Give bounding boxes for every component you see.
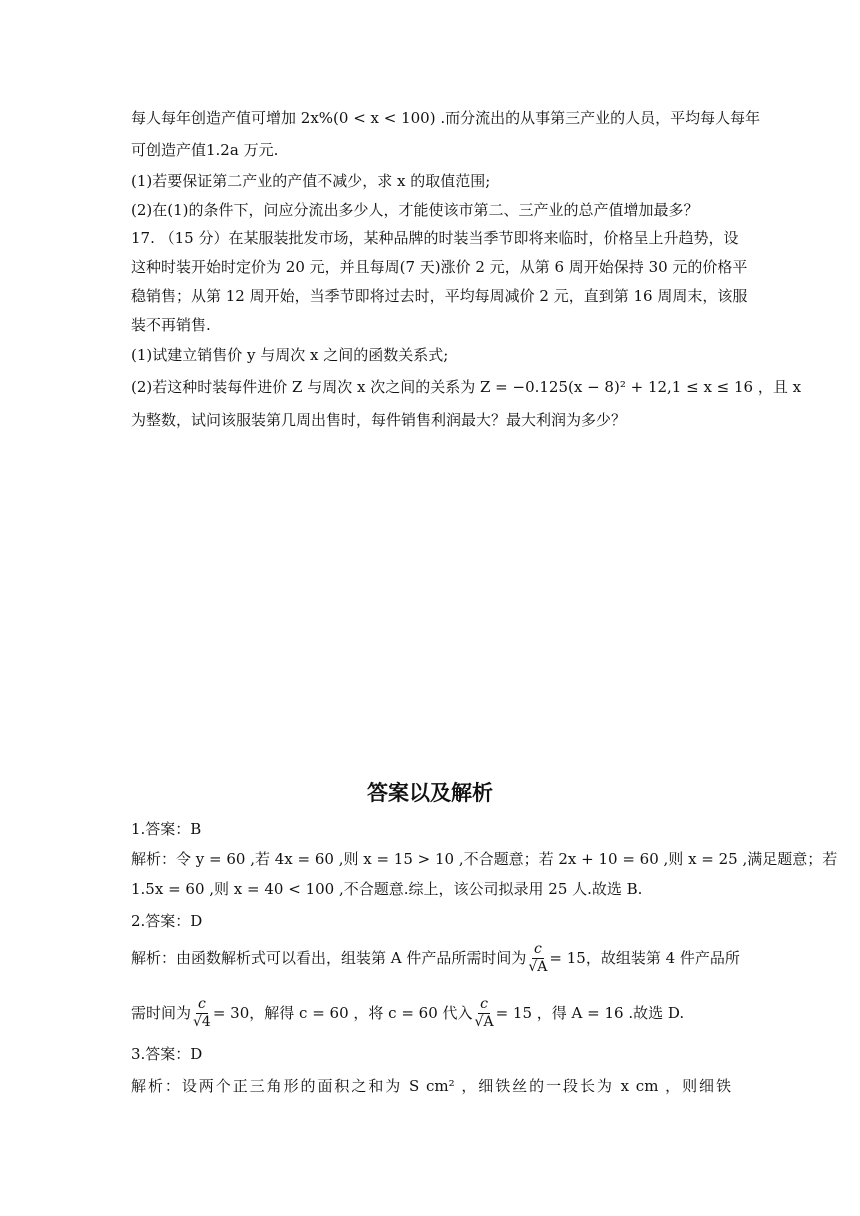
text-line: 稳销售；从第 12 周开始，当季节即将过去时，平均每周减价 2 元，直到第 16 周周末，该服 [131, 287, 748, 305]
text-line: (2)在(1)的条件下，问应分流出多少人，才能使该市第二、三产业的总产值增加最多？ [131, 201, 699, 219]
fraction-denominator: √4 [193, 1013, 211, 1030]
problem-17-heading: 17. （15 分）在某服装批发市场，某种品牌的时装当季节即将来临时，价格呈上升趋势，设 [131, 229, 739, 247]
text-line: 可创造产值1.2a 万元. [131, 141, 279, 159]
fraction-denominator: √A [528, 958, 548, 975]
answer-1-label: 1.答案：B [131, 820, 202, 838]
fraction-numerator: c [533, 940, 542, 957]
fraction [475, 997, 494, 1029]
fraction-numerator: c [480, 995, 488, 1012]
fraction-numerator: c [198, 995, 206, 1012]
text-segment: = 15 ，得 A = 16 .故选 D. [495, 1004, 685, 1022]
text-line: (1)试建立销售价 y 与周次 x 之间的函数关系式; [131, 346, 449, 364]
text-line: 解析：令 y = 60 ,若 4x = 60 ,则 x = 15 > 10 ,不合题意；若 2x + 10 = 60 ,则 x = 25 ,满足题意；若 [131, 850, 838, 868]
text-segment: 解析：由函数解析式可以看出，组装第 A 件产品所需时间为 [131, 949, 527, 967]
formula-line [131, 995, 731, 1031]
answer-3-label: 3.答案：D [131, 1045, 203, 1063]
text-line: (2)若这种时装每件进价 Z 与周次 x 次之间的关系为 Z = −0.125(x − 8)² + 12,1 ≤ x ≤ 16 ，且 x [131, 378, 802, 396]
text-line: 这种时装开始时定价为 20 元，并且每周(7 天)涨价 2 元，从第 6 周开始保持 30 元的价格平 [131, 258, 748, 276]
fraction-denominator: √A [474, 1013, 494, 1030]
answer-2-label: 2.答案：D [131, 912, 203, 930]
text-line: 装不再销售. [131, 316, 211, 334]
text-segment: = 30，解得 c = 60 ，将 c = 60 代入 [212, 1004, 473, 1022]
answers-title: 答案以及解析 [367, 781, 493, 805]
text-line: 1.5x = 60 ,则 x = 40 < 100 ,不合题意.综上，该公司拟录用 25 人.故选 B. [131, 880, 643, 898]
text-segment: = 15，故组装第 4 件产品所 [549, 949, 740, 967]
text-line: (1)若要保证第二产业的产值不减少，求 x 的取值范围; [131, 172, 491, 190]
text-line: 每人每年创造产值可增加 2x%(0 < x < 100) .而分流出的从事第三产业的人员，平均每人每年 [131, 109, 761, 127]
fraction [193, 997, 211, 1029]
text-line: 解析：设两个正三角形的面积之和为 S cm² ，细铁丝的一段长为 x cm ，则细铁 [131, 1077, 731, 1095]
text-line: 为整数，试问该服装第几周出售时，每件销售利润最大？最大利润为多少？ [131, 411, 627, 429]
formula-line [131, 940, 740, 976]
fraction [528, 942, 547, 974]
text-segment: 需时间为 [131, 1004, 192, 1022]
